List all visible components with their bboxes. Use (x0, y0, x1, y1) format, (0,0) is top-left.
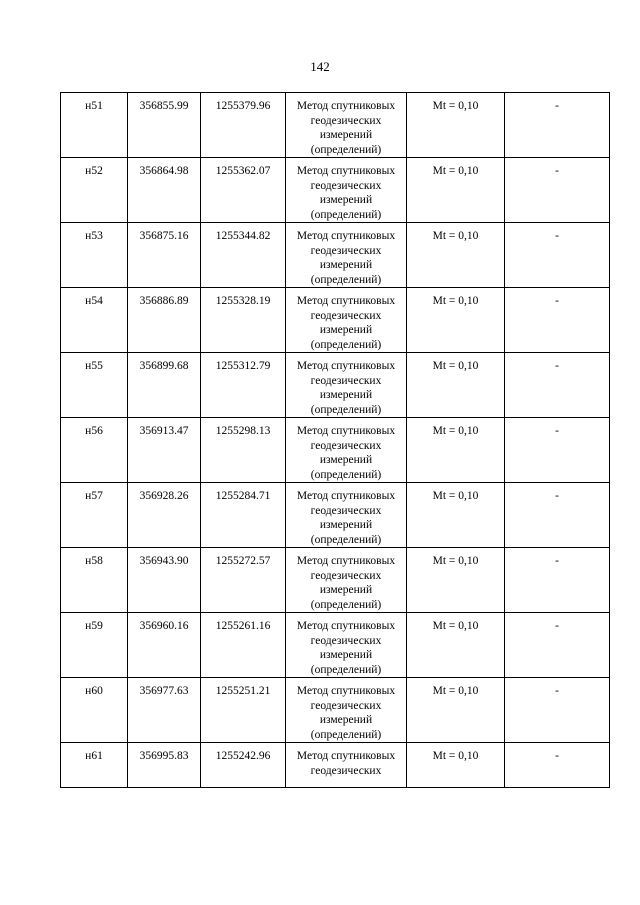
method-cell (286, 678, 407, 743)
x-coordinate-cell (128, 613, 201, 678)
accuracy-cell-text: Mt = 0,10 (432, 620, 479, 632)
note-cell (505, 418, 610, 483)
method-cell-text: Метод спутниковых геодезических измерений (определений) (296, 490, 396, 546)
y-coordinate-cell (201, 613, 286, 678)
method-cell-text: Метод спутниковых геодезических (296, 750, 396, 777)
point-cell-text: н58 (85, 555, 103, 567)
point-cell-text: н61 (85, 750, 103, 762)
method-cell-text: Метод спутниковых геодезических измерений (определений) (296, 555, 396, 611)
accuracy-cell-text: Mt = 0,10 (432, 425, 479, 437)
accuracy-cell (407, 93, 505, 158)
x-coordinate-cell-text: 356928.26 (139, 490, 189, 502)
note-cell-text: - (555, 360, 559, 372)
x-coordinate-cell-text: 356864.98 (139, 165, 189, 177)
point-cell (61, 483, 128, 548)
point-cell-text: н59 (85, 620, 103, 632)
table-row (61, 223, 610, 288)
note-cell (505, 483, 610, 548)
note-cell (505, 678, 610, 743)
method-cell (286, 93, 407, 158)
method-cell (286, 483, 407, 548)
point-cell-text: н60 (85, 685, 103, 697)
x-coordinate-cell (128, 743, 201, 788)
method-cell (286, 418, 407, 483)
point-cell-text: н52 (85, 165, 103, 177)
x-coordinate-cell (128, 483, 201, 548)
y-coordinate-cell-text: 1255261.16 (215, 620, 271, 632)
accuracy-cell (407, 223, 505, 288)
y-coordinate-cell (201, 678, 286, 743)
note-cell (505, 353, 610, 418)
method-cell-text: Метод спутниковых геодезических измерений (определений) (296, 360, 396, 416)
note-cell (505, 223, 610, 288)
method-cell (286, 613, 407, 678)
note-cell-text: - (555, 685, 559, 697)
note-cell (505, 613, 610, 678)
method-cell-text: Метод спутниковых геодезических измерений (определений) (296, 620, 396, 676)
accuracy-cell (407, 743, 505, 788)
point-cell-text: н54 (85, 295, 103, 307)
y-coordinate-cell (201, 93, 286, 158)
y-coordinate-cell-text: 1255344.82 (215, 230, 271, 242)
method-cell-text: Метод спутниковых геодезических измерений (определений) (296, 165, 396, 221)
method-cell (286, 743, 407, 788)
method-cell (286, 288, 407, 353)
accuracy-cell (407, 613, 505, 678)
note-cell (505, 93, 610, 158)
x-coordinate-cell (128, 548, 201, 613)
y-coordinate-cell (201, 223, 286, 288)
method-cell-text: Метод спутниковых геодезических измерений (определений) (296, 295, 396, 351)
accuracy-cell (407, 353, 505, 418)
note-cell (505, 288, 610, 353)
note-cell-text: - (555, 165, 559, 177)
y-coordinate-cell-text: 1255284.71 (215, 490, 271, 502)
table-row (61, 418, 610, 483)
y-coordinate-cell (201, 548, 286, 613)
accuracy-cell-text: Mt = 0,10 (432, 555, 479, 567)
accuracy-cell-text: Mt = 0,10 (432, 750, 479, 762)
x-coordinate-cell (128, 288, 201, 353)
method-cell (286, 158, 407, 223)
method-cell-text: Метод спутниковых геодезических измерений (определений) (296, 100, 396, 156)
note-cell (505, 743, 610, 788)
accuracy-cell (407, 288, 505, 353)
method-cell-text: Метод спутниковых геодезических измерений (определений) (296, 425, 396, 481)
page-number: 142 (310, 59, 330, 74)
y-coordinate-cell (201, 743, 286, 788)
accuracy-cell (407, 158, 505, 223)
x-coordinate-cell-text: 356960.16 (139, 620, 189, 632)
table-row (61, 158, 610, 223)
x-coordinate-cell-text: 356855.99 (139, 100, 189, 112)
x-coordinate-cell-text: 356995.83 (139, 750, 189, 762)
table-row (61, 353, 610, 418)
point-cell-text: н53 (85, 230, 103, 242)
y-coordinate-cell-text: 1255362.07 (215, 165, 271, 177)
table-row (61, 743, 610, 788)
table-row (61, 483, 610, 548)
y-coordinate-cell (201, 288, 286, 353)
method-cell-text: Метод спутниковых геодезических измерений (определений) (296, 230, 396, 286)
accuracy-cell (407, 678, 505, 743)
x-coordinate-cell (128, 93, 201, 158)
accuracy-cell-text: Mt = 0,10 (432, 100, 479, 112)
table-row (61, 613, 610, 678)
x-coordinate-cell-text: 356875.16 (139, 230, 189, 242)
accuracy-cell (407, 548, 505, 613)
point-cell (61, 548, 128, 613)
accuracy-cell-text: Mt = 0,10 (432, 230, 479, 242)
y-coordinate-cell-text: 1255379.96 (215, 100, 271, 112)
y-coordinate-cell (201, 353, 286, 418)
y-coordinate-cell (201, 483, 286, 548)
note-cell-text: - (555, 295, 559, 307)
y-coordinate-cell-text: 1255251.21 (215, 685, 271, 697)
accuracy-cell-text: Mt = 0,10 (432, 490, 479, 502)
accuracy-cell (407, 418, 505, 483)
accuracy-cell-text: Mt = 0,10 (432, 295, 479, 307)
coordinates-table-body (61, 93, 610, 788)
point-cell-text: н56 (85, 425, 103, 437)
note-cell (505, 158, 610, 223)
y-coordinate-cell (201, 418, 286, 483)
accuracy-cell-text: Mt = 0,10 (432, 165, 479, 177)
point-cell (61, 158, 128, 223)
x-coordinate-cell-text: 356886.89 (139, 295, 189, 307)
point-cell (61, 93, 128, 158)
point-cell (61, 288, 128, 353)
x-coordinate-cell-text: 356943.90 (139, 555, 189, 567)
table-row (61, 548, 610, 613)
x-coordinate-cell (128, 353, 201, 418)
method-cell (286, 548, 407, 613)
note-cell (505, 548, 610, 613)
point-cell (61, 743, 128, 788)
x-coordinate-cell (128, 158, 201, 223)
table-row (61, 93, 610, 158)
x-coordinate-cell-text: 356913.47 (139, 425, 189, 437)
x-coordinate-cell-text: 356899.68 (139, 360, 189, 372)
x-coordinate-cell (128, 678, 201, 743)
point-cell (61, 678, 128, 743)
point-cell-text: н51 (85, 100, 103, 112)
accuracy-cell-text: Mt = 0,10 (432, 685, 479, 697)
note-cell-text: - (555, 490, 559, 502)
accuracy-cell-text: Mt = 0,10 (432, 360, 479, 372)
note-cell-text: - (555, 100, 559, 112)
note-cell-text: - (555, 555, 559, 567)
y-coordinate-cell-text: 1255242.96 (215, 750, 271, 762)
accuracy-cell (407, 483, 505, 548)
table-row (61, 678, 610, 743)
table-row (61, 288, 610, 353)
y-coordinate-cell-text: 1255298.13 (215, 425, 271, 437)
y-coordinate-cell-text: 1255328.19 (215, 295, 271, 307)
point-cell (61, 418, 128, 483)
note-cell-text: - (555, 230, 559, 242)
point-cell (61, 613, 128, 678)
note-cell-text: - (555, 620, 559, 632)
x-coordinate-cell (128, 418, 201, 483)
point-cell-text: н57 (85, 490, 103, 502)
method-cell-text: Метод спутниковых геодезических измерений (определений) (296, 685, 396, 741)
method-cell (286, 353, 407, 418)
y-coordinate-cell-text: 1255312.79 (215, 360, 271, 372)
y-coordinate-cell (201, 158, 286, 223)
y-coordinate-cell-text: 1255272.57 (215, 555, 271, 567)
note-cell-text: - (555, 750, 559, 762)
method-cell (286, 223, 407, 288)
point-cell (61, 353, 128, 418)
coordinates-table (60, 92, 610, 788)
point-cell-text: н55 (85, 360, 103, 372)
x-coordinate-cell (128, 223, 201, 288)
note-cell-text: - (555, 425, 559, 437)
point-cell (61, 223, 128, 288)
x-coordinate-cell-text: 356977.63 (139, 685, 189, 697)
